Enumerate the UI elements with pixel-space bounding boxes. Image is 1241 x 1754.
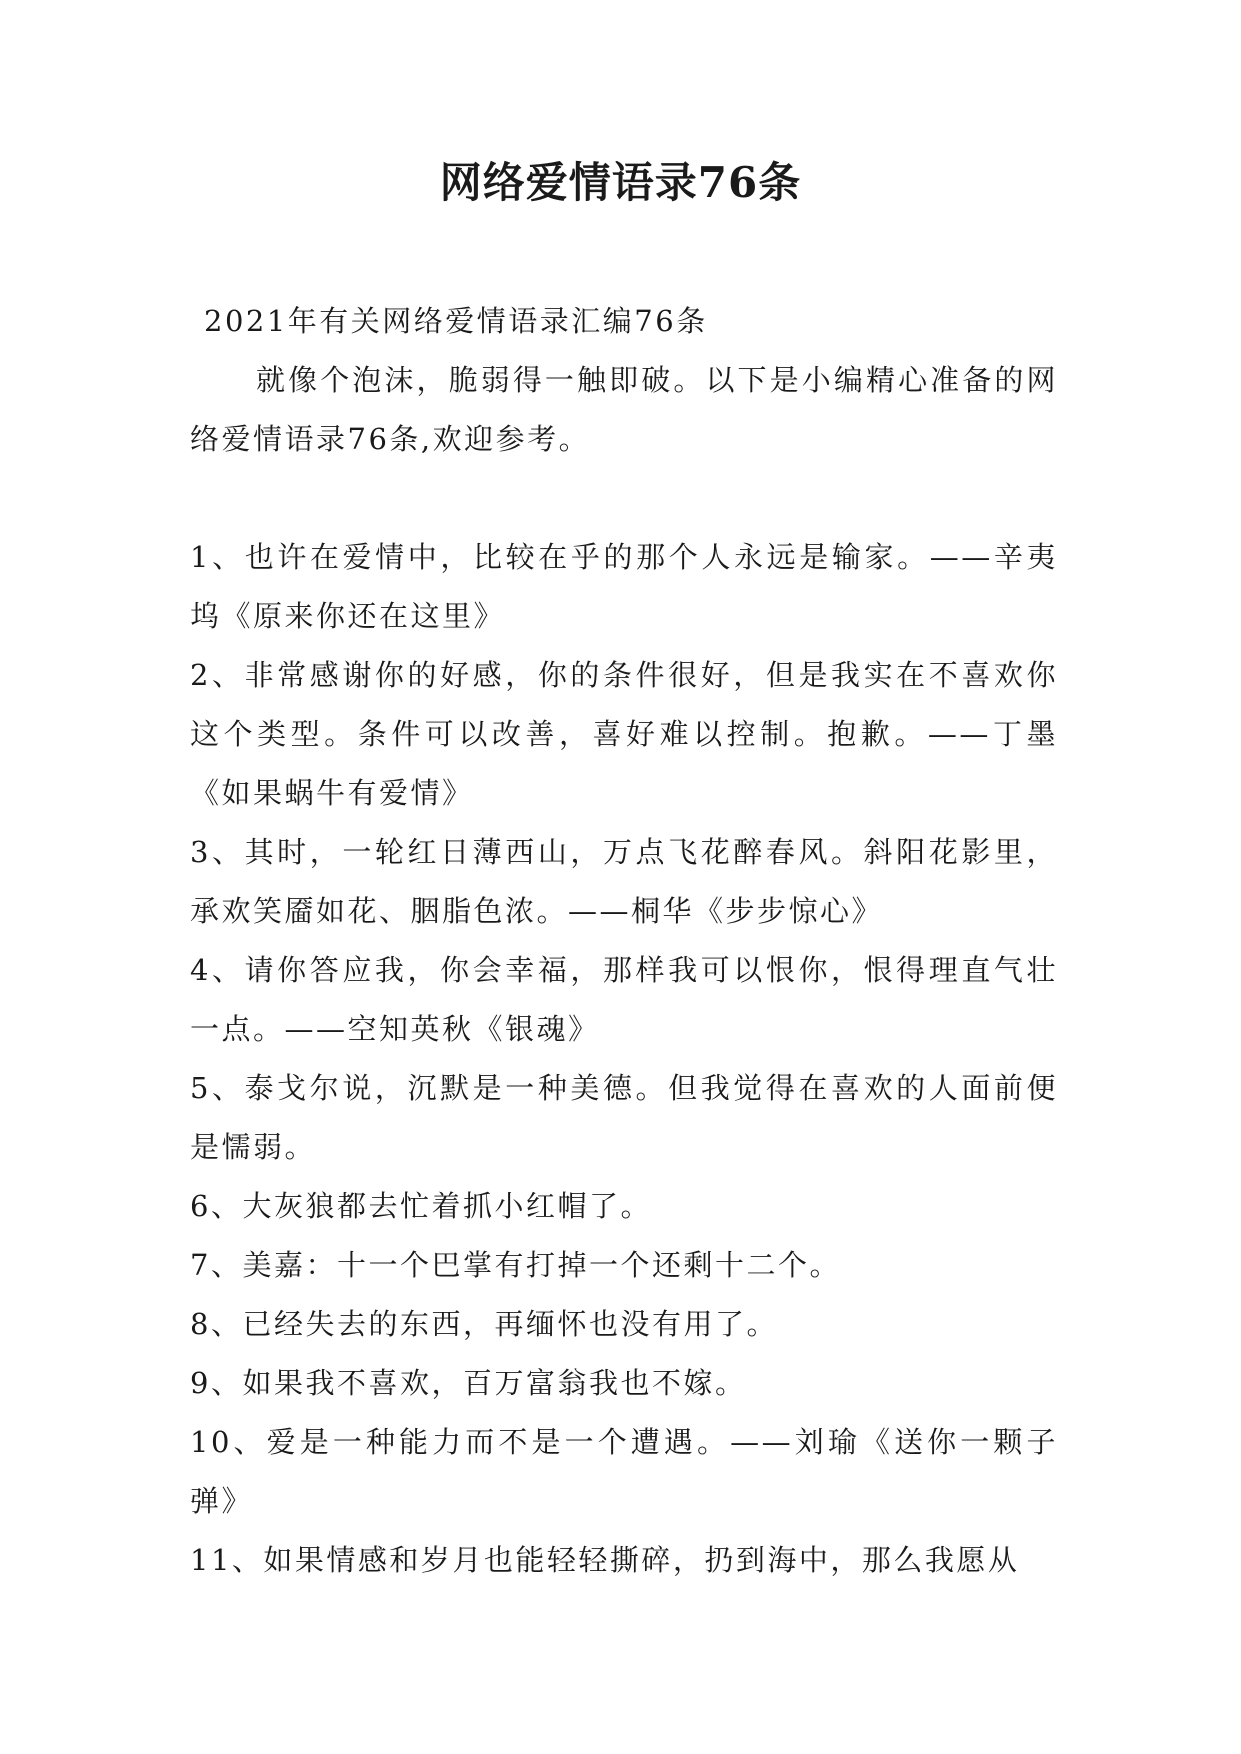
quote-item-8: 8、已经失去的东西，再缅怀也没有用了。 <box>190 1307 778 1341</box>
quote-item-1: 1、也许在爱情中，比较在乎的那个人永远是输家。——辛夷坞《原来你还在这里》 <box>190 540 1058 633</box>
quote-item-3: 3、其时，一轮红日薄西山，万点飞花醉春风。斜阳花影里，承欢笑靥如花、胭脂色浓。——桐华《步步惊心》 <box>190 835 1058 928</box>
quote-item-7: 7、美嘉：十一个巴掌有打掉一个还剩十二个。 <box>190 1248 841 1282</box>
document-subtitle: 2021年有关网络爱情语录汇编76条 <box>204 304 708 338</box>
quote-item-11: 11、如果情感和岁月也能轻轻撕碎，扔到海中，那么我愿从 <box>190 1543 1020 1577</box>
quote-item-6: 6、大灰狼都去忙着抓小红帽了。 <box>190 1189 652 1223</box>
intro-paragraph: 就像个泡沫，脆弱得一触即破。以下是小编精心准备的网络爱情语录76条,欢迎参考。 <box>190 363 1058 456</box>
document-title: 网络爱情语录76条 <box>439 158 802 207</box>
paragraph-spacer <box>190 469 1058 528</box>
quote-item-5: 5、泰戈尔说，沉默是一种美德。但我觉得在喜欢的人面前便是懦弱。 <box>190 1071 1058 1164</box>
document-body <box>190 292 1058 1590</box>
quote-item-2: 2、非常感谢你的好感，你的条件很好，但是我实在不喜欢你这个类型。条件可以改善，喜好难以控制。抱歉。——丁墨《如果蜗牛有爱情》 <box>190 658 1058 810</box>
quote-item-9: 9、如果我不喜欢，百万富翁我也不嫁。 <box>190 1366 747 1400</box>
quote-item-4: 4、请你答应我，你会幸福，那样我可以恨你，恨得理直气壮一点。——空知英秋《银魂》 <box>190 953 1058 1046</box>
quote-item-10: 10、爱是一种能力而不是一个遭遇。——刘瑜《送你一颗子弹》 <box>190 1425 1058 1518</box>
